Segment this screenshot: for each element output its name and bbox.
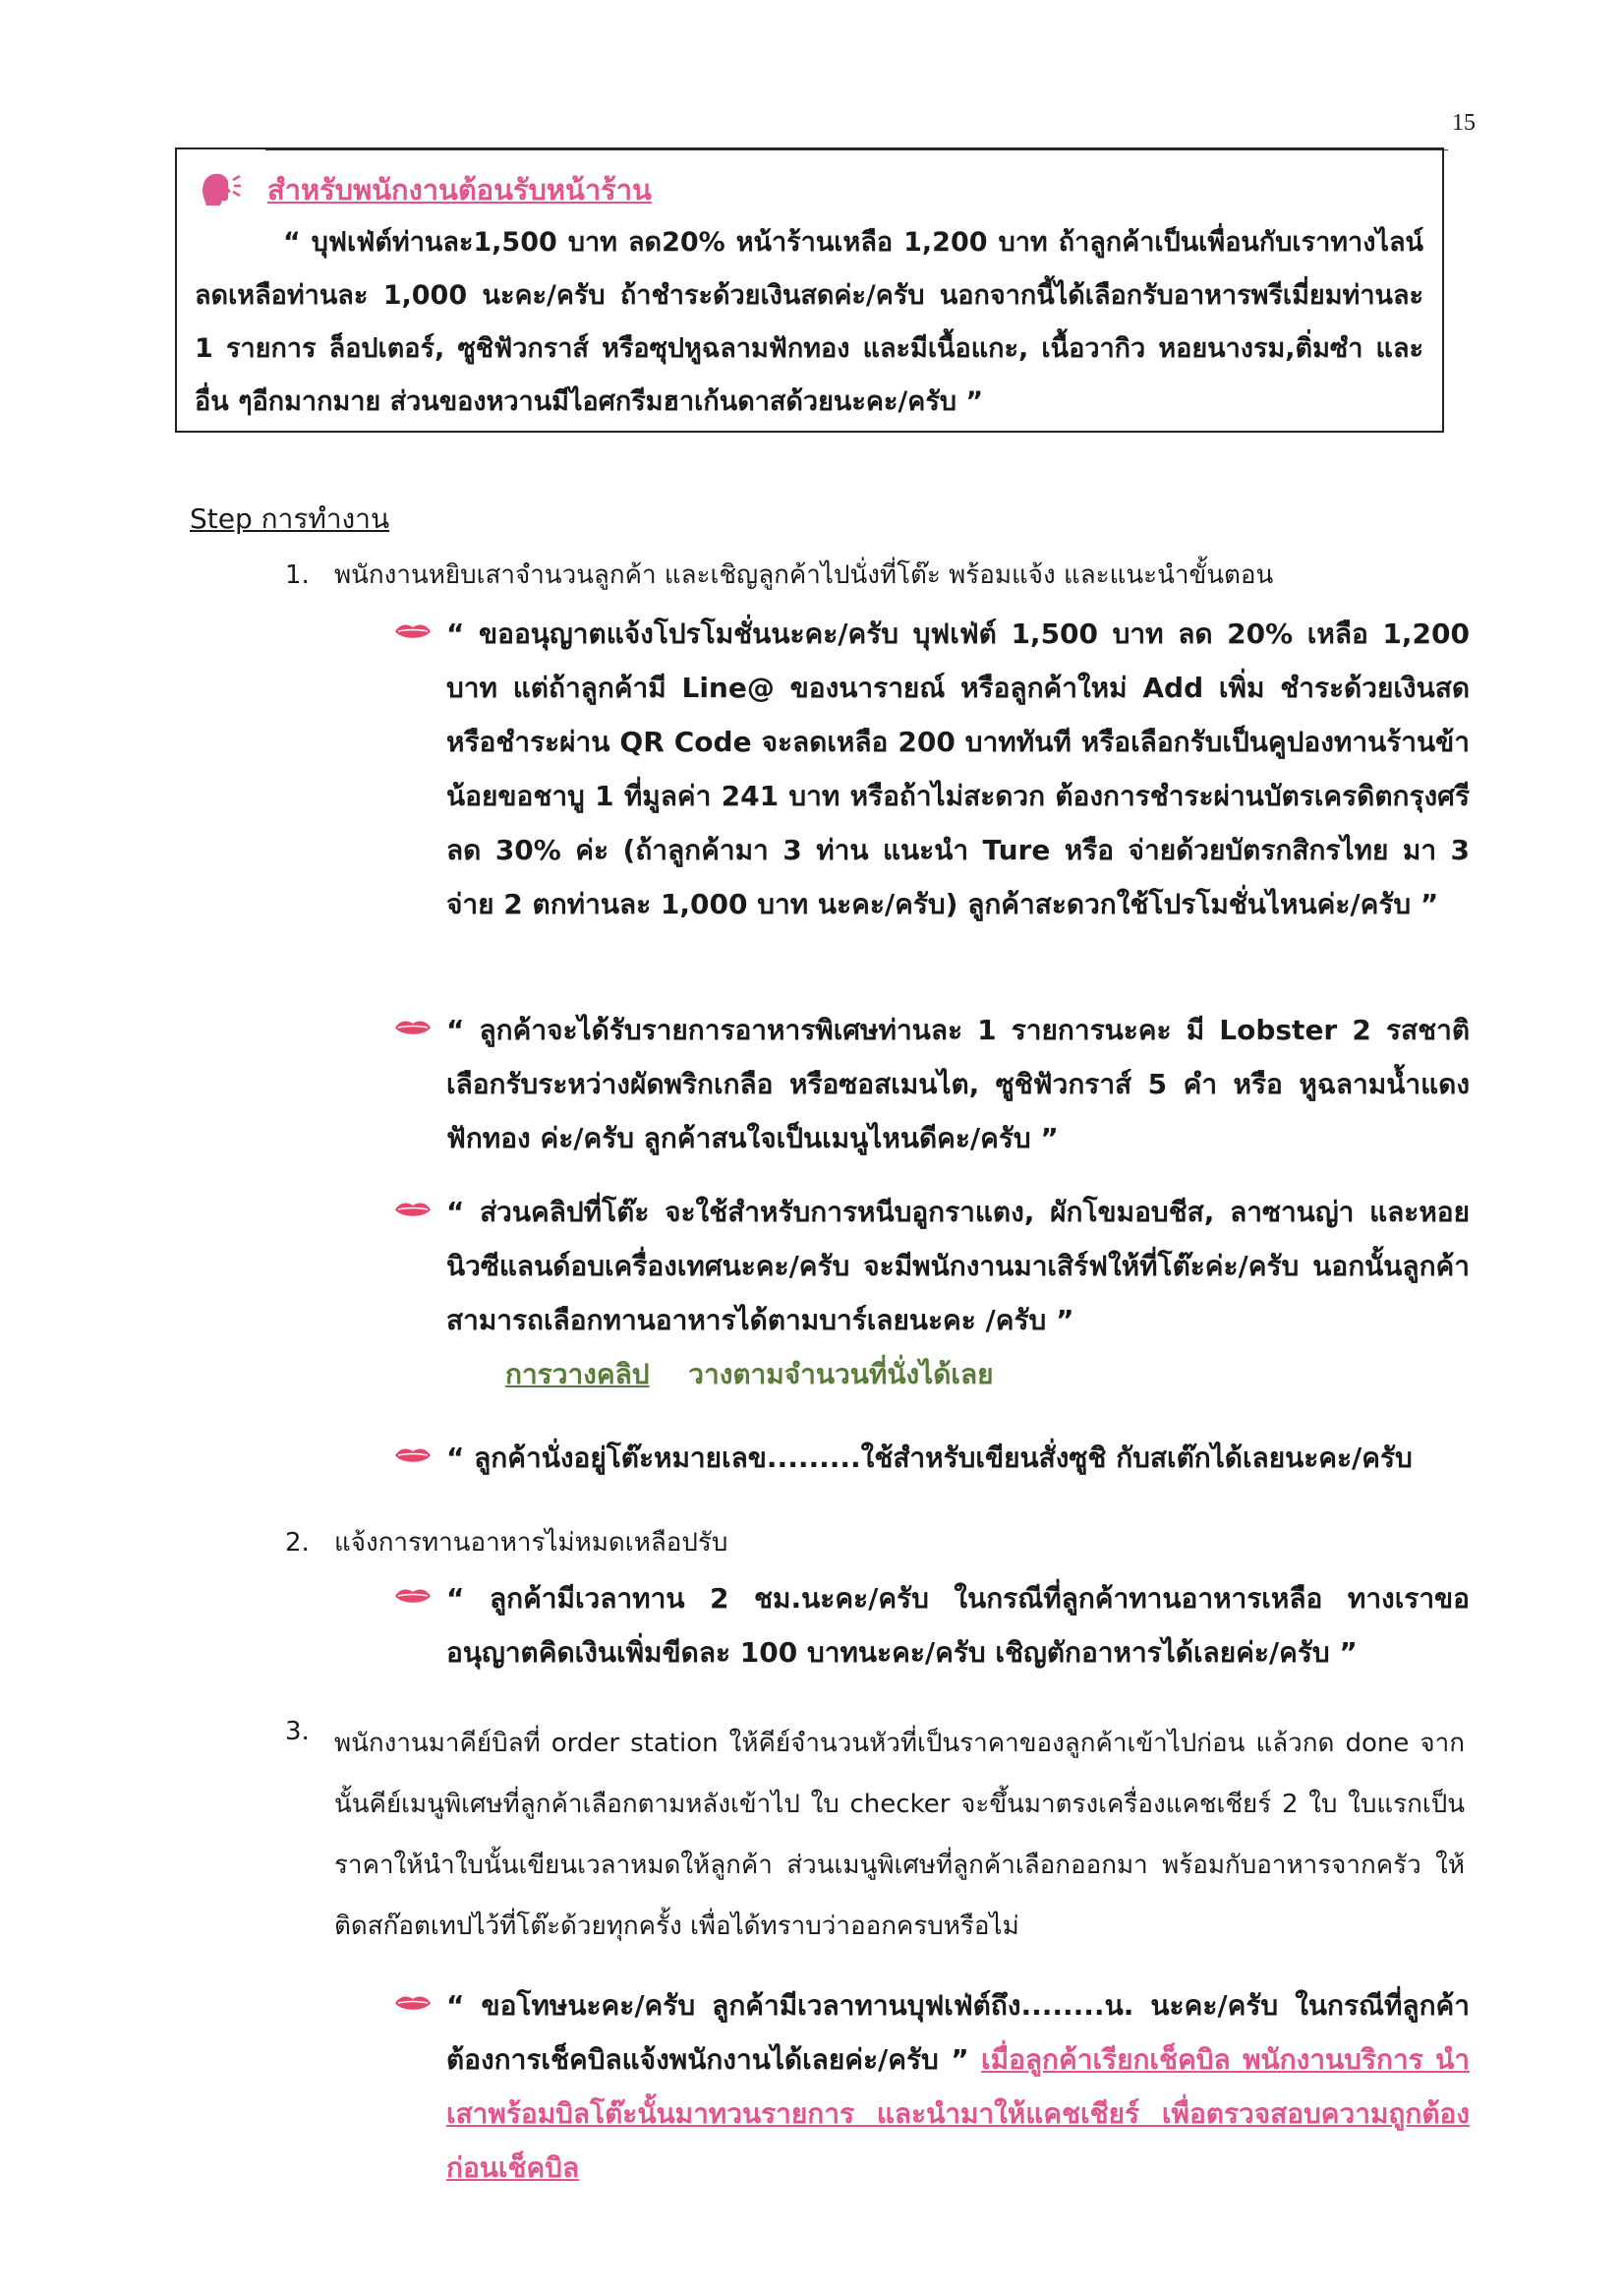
script-text: “ ลูกค้านั่งอยู่โต๊ะหมายเลข.........ใช้สำหรับเขียนสั่งซูชิ กับสเต๊กได้เลยนะคะ/ครับ — [446, 1442, 1413, 1474]
script-text — [446, 1185, 1470, 1401]
script-item — [393, 607, 1470, 931]
step-number: 2. — [285, 1528, 310, 1558]
callout-title: สำหรับพนักงานต้อนรับหน้าร้าน — [267, 173, 652, 206]
greeting-callout-box — [175, 147, 1444, 433]
lips-icon — [393, 620, 433, 642]
script-item — [393, 1003, 1470, 1165]
step-text: พนักงานหยิบเสาจำนวนลูกค้า และเชิญลูกค้าไปนั่งที่โต๊ะ พร้อมแจ้ง และแนะนำขั้นตอน — [334, 560, 1274, 590]
script-item — [393, 1978, 1470, 2195]
check-bill-instruction: เมื่อลูกค้าเรียกเช็คบิล พนักงานบริการ นำเสาพร้อมบิลโต๊ะนั้นมาทวนรายการ และนำมาให้แคชเชียร์ เพื่อตรวจสอบความถูกต้องก่อนเช็คบิล — [446, 2043, 1470, 2184]
script-item — [393, 1571, 1470, 1679]
lips-icon — [393, 1992, 433, 2014]
script-item — [393, 1185, 1470, 1401]
callout-title-row — [199, 167, 652, 212]
script-text-main: “ ขอโทษนะคะ/ครับ ลูกค้ามีเวลาทานบุฟเฟ่ต์ถึง........น. นะคะ/ครับ ในกรณีที่ลูกค้าต้องการเช็คบิลแจ้งพนักงานได้เลยค่ะ/ครับ ” — [446, 1989, 1470, 2076]
step-item — [285, 557, 1465, 594]
step-item — [285, 1524, 1465, 1561]
step-item — [285, 1713, 1465, 1957]
steps-heading: Step การทำงาน — [190, 502, 390, 535]
script-text: “ ลูกค้าจะได้รับรายการอาหารพิเศษท่านละ 1 รายการนะคะ มี Lobster 2 รสชาติ เลือกรับระหว่างผัดพริกเกลือ หรือซอสเมนไต, ซูชิฟัวกราส์ 5 คำ หรือ หูฉลามน้ำแดงฟักทอง ค่ะ/ครับ ลูกค้าสนใจเป็นเมนูไหนดีคะ/ครับ ” — [446, 1014, 1470, 1154]
clip-note-text: วางตามจำนวนที่นั่งได้เลย — [688, 1358, 994, 1390]
step-number: 1. — [285, 560, 310, 590]
callout-body: “ บุฟเฟ่ต์ท่านละ1,500 บาท ลด20% หน้าร้านเหลือ 1,200 บาท ถ้าลูกค้าเป็นเพื่อนกับเราทางไลน์ลดเหลือท่านละ 1,000 นะคะ/ครับ ถ้าชำระด้วยเงินสดค่ะ/ครับ นอกจากนี้ได้เลือกรับอาหารพรีเมี่ยมท่านละ 1 รายการ ล็อปเตอร์, ซูชิฟัวกราส์ หรือซุปหูฉลามฟักทอง และมีเนื้อแกะ, เนื้อวากิว หอยนางรม,ติ่มซำ และอื่น ๆอีกมากมาย ส่วนของหวานมีไอศกรีมฮาเก้นดาสด้วยนะคะ/ครับ ” — [195, 227, 1423, 417]
lips-icon — [393, 1444, 433, 1466]
step-number: 3. — [285, 1717, 310, 1746]
step-text: พนักงานมาคีย์บิลที่ order station ให้คีย์จำนวนหัวที่เป็นราคาของลูกค้าเข้าไปก่อน แล้วกด done จากนั้นคีย์เมนูพิเศษที่ลูกค้าเลือกตามหลังเข้าไป ใบ checker จะขึ้นมาตรงเครื่องแคชเชียร์ 2 ใบ ใบแรกเป็นราคาให้นำใบนั้นเขียนเวลาหมดให้ลูกค้า ส่วนเมนูพิเศษที่ลูกค้าเลือกออกมา พร้อมกับอาหารจากครัว ให้ติดสก๊อตเทปไว้ที่โต๊ะด้วยทุกครั้ง เพื่อได้ทราบว่าออกครบหรือไม่ — [334, 1729, 1465, 1941]
script-text-main: “ ส่วนคลิปที่โต๊ะ จะใช้สำหรับการหนีบอูกราแตง, ผักโขมอบชีส, ลาซานญ่า และหอยนิวซีแลนด์อบเครื่องเทศนะคะ/ครับ จะมีพนักงานมาเสิร์ฟให้ที่โต๊ะค่ะ/ครับ นอกนั้นลูกค้าสามารถเลือกทานอาหารได้ตามบาร์เลยนะคะ /ครับ ” — [446, 1196, 1470, 1336]
script-text — [446, 1978, 1470, 2195]
clip-note-label: การวางคลิป — [505, 1358, 650, 1390]
script-item — [393, 1431, 1470, 1485]
lips-icon — [393, 1199, 433, 1220]
step-text: แจ้งการทานอาหารไม่หมดเหลือปรับ — [334, 1528, 728, 1558]
speaking-head-icon — [199, 170, 242, 209]
page-number: 15 — [1452, 110, 1476, 136]
clip-placement-note — [505, 1347, 994, 1401]
script-text: “ ขออนุญาตแจ้งโปรโมชั่นนะคะ/ครับ บุฟเฟ่ต์ 1,500 บาท ลด 20% เหลือ 1,200 บาท แต่ถ้าลูกค้ามี Line@ ของนารายณ์ หรือลูกค้าใหม่ Add เพิ่ม ชำระด้วยเงินสด หรือชำระผ่าน QR Code จะลดเหลือ 200 บาททันที หรือเลือกรับเป็นคูปองทานร้านข้าน้อยขอชาบู 1 ที่มูลค่า 241 บาท หรือถ้าไม่สะดวก ต้องการชำระผ่านบัตรเครดิตกรุงศรี ลด 30% ค่ะ (ถ้าลูกค้ามา 3 ท่าน แนะนำ Ture หรือ จ่ายด้วยบัตรกสิกรไทย มา 3 จ่าย 2 ตกท่านละ 1,000 บาท นะคะ/ครับ) ลูกค้าสะดวกใช้โปรโมชั่นไหนค่ะ/ครับ ” — [446, 618, 1470, 920]
lips-icon — [393, 1585, 433, 1607]
script-text: “ ลูกค้ามีเวลาทาน 2 ชม.นะคะ/ครับ ในกรณีที่ลูกค้าทานอาหารเหลือ ทางเราขออนุญาตคิดเงินเพิ่มขีดละ 100 บาทนะคะ/ครับ เชิญตักอาหารได้เลยค่ะ/ครับ ” — [446, 1582, 1470, 1669]
lips-icon — [393, 1017, 433, 1038]
